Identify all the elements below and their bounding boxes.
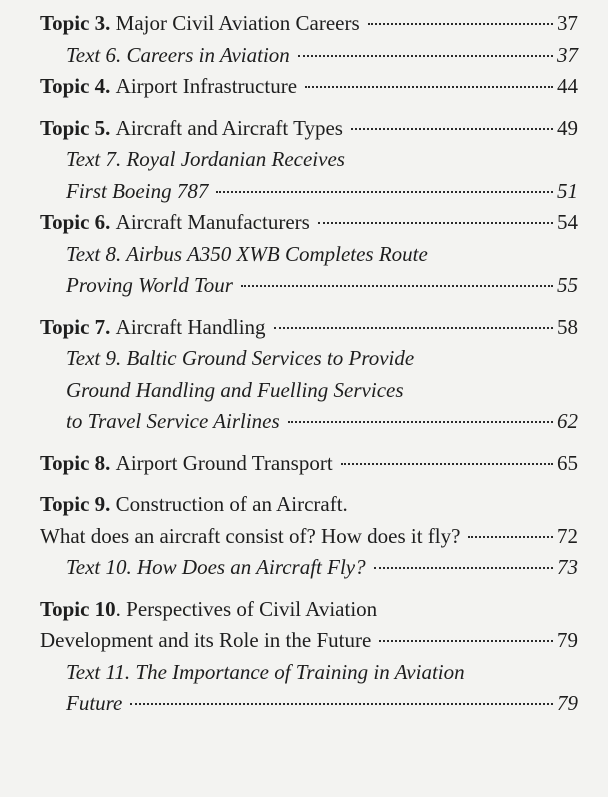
toc-topic-3 bbox=[40, 8, 578, 40]
toc-topic-7 bbox=[40, 312, 578, 344]
topic-number: Topic 7. bbox=[40, 314, 111, 339]
text-title: Future bbox=[66, 691, 123, 715]
topic-number: Topic 10 bbox=[40, 596, 116, 621]
page-number: 54 bbox=[557, 210, 578, 234]
page-number: 65 bbox=[557, 450, 578, 475]
page-number: 72 bbox=[557, 523, 578, 548]
page-number: 55 bbox=[557, 273, 578, 297]
topic-number: Topic 6. bbox=[40, 210, 111, 234]
toc-text-8-line-2 bbox=[40, 270, 578, 302]
toc-topic-8 bbox=[40, 448, 578, 480]
dot-leader bbox=[274, 327, 553, 329]
page-number: 37 bbox=[557, 42, 578, 67]
topic-number: Topic 3. bbox=[40, 11, 111, 35]
toc-text-8-line-1 bbox=[40, 239, 578, 271]
topic-title: Aircraft Handling bbox=[115, 314, 266, 339]
topic-title: Major Civil Aviation Careers bbox=[115, 11, 360, 35]
dot-leader bbox=[241, 285, 553, 287]
toc-text-9-line-3 bbox=[40, 406, 578, 438]
page-number: 51 bbox=[557, 178, 578, 203]
page-number: 49 bbox=[557, 115, 578, 140]
topic-number: Topic 5. bbox=[40, 115, 111, 140]
toc-text-11-line-2 bbox=[40, 688, 578, 720]
page-number: 73 bbox=[557, 555, 578, 579]
topic-title: Airport Ground Transport bbox=[115, 450, 333, 475]
dot-leader bbox=[368, 23, 553, 25]
toc-text-9-line-2 bbox=[40, 375, 578, 407]
topic-title: What does an aircraft consist of? How does it fly? bbox=[40, 523, 461, 548]
dot-leader bbox=[351, 128, 553, 130]
dot-leader bbox=[341, 463, 553, 465]
toc-text-7-line-1 bbox=[40, 144, 578, 176]
toc-text-7-line-2 bbox=[40, 176, 578, 208]
text-title: Text 6. Careers in Aviation bbox=[66, 42, 290, 67]
text-title: Proving World Tour bbox=[66, 273, 233, 297]
dot-leader bbox=[130, 703, 553, 705]
page-number: 79 bbox=[557, 691, 578, 715]
text-title: Text 11. The Importance of Training in Aviation bbox=[66, 659, 465, 684]
dot-leader bbox=[305, 86, 553, 88]
dot-leader bbox=[318, 222, 553, 224]
topic-number: Topic 9. bbox=[40, 492, 111, 516]
topic-title: Airport Infrastructure bbox=[115, 74, 298, 98]
text-title: Text 10. How Does an Aircraft Fly? bbox=[66, 555, 366, 579]
dot-leader bbox=[298, 55, 553, 57]
text-title: Ground Handling and Fuelling Services bbox=[66, 377, 404, 402]
dot-leader bbox=[379, 640, 553, 642]
text-title: Text 7. Royal Jordanian Receives bbox=[66, 147, 345, 171]
text-title: Text 9. Baltic Ground Services to Provide bbox=[66, 346, 415, 370]
topic-title: Aircraft Manufacturers bbox=[115, 210, 310, 234]
text-title: Text 8. Airbus A350 XWB Completes Route bbox=[66, 241, 428, 266]
toc-text-11-line-1 bbox=[40, 657, 578, 689]
page-number: 58 bbox=[557, 314, 578, 339]
page-number: 62 bbox=[557, 409, 578, 433]
toc-topic-9-line-2 bbox=[40, 521, 578, 553]
page-number: 37 bbox=[557, 11, 578, 35]
dot-leader bbox=[374, 567, 553, 569]
toc-topic-5 bbox=[40, 113, 578, 145]
topic-number: Topic 4. bbox=[40, 74, 111, 98]
topic-title: Aircraft and Aircraft Types bbox=[115, 115, 343, 140]
toc-text-10 bbox=[40, 552, 578, 584]
topic-title: Construction of an Aircraft. bbox=[115, 492, 348, 516]
text-title: to Travel Service Airlines bbox=[66, 409, 280, 433]
topic-number: Topic 8. bbox=[40, 450, 111, 475]
dot-leader bbox=[468, 536, 553, 538]
dot-leader bbox=[216, 191, 553, 193]
toc-text-9-line-1 bbox=[40, 343, 578, 375]
toc-topic-9-line-1 bbox=[40, 489, 578, 521]
topic-title: Development and its Role in the Future bbox=[40, 628, 372, 652]
toc-topic-6 bbox=[40, 207, 578, 239]
topic-title: . Perspectives of Civil Aviation bbox=[115, 596, 378, 621]
dot-leader bbox=[288, 421, 553, 423]
text-title: First Boeing 787 bbox=[66, 178, 209, 203]
toc-topic-10-line-1 bbox=[40, 594, 578, 626]
toc-text-6 bbox=[40, 40, 578, 72]
toc-topic-10-line-2 bbox=[40, 625, 578, 657]
page-number: 79 bbox=[557, 628, 578, 652]
page-number: 44 bbox=[557, 74, 578, 98]
toc-topic-4 bbox=[40, 71, 578, 103]
